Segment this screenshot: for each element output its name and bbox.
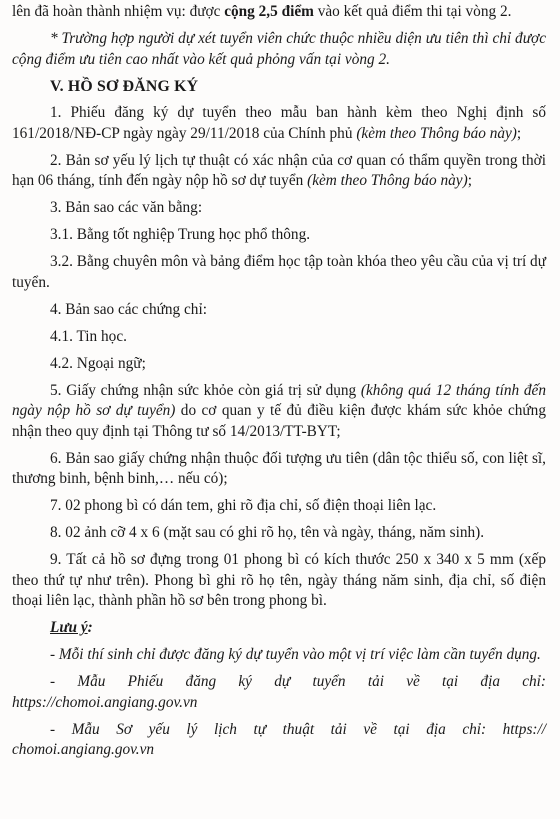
section-heading: V. HỒ SƠ ĐĂNG KÝ [50,77,199,95]
item-6: 6. Bản sao giấy chứng nhận thuộc đối tượng ưu tiên (dân tộc thiểu số, con liệt sĩ, thương binh, bệnh binh,… nếu có); [12,449,546,487]
item-4: 4. Bản sao các chứng chỉ: [50,300,207,318]
item-5: 5. Giấy chứng nhận sức khỏe còn giá trị sử dụng (không quá 12 tháng tính đến ngày nộp hồ sơ dự tuyển) do cơ quan y tế đủ điều kiện được khám sức khỏe chứng nhận theo quy định tại Thông tư số 14/2013/TT-BYT; [12,381,546,440]
item-4-2: 4.2. Ngoại ngữ; [50,354,146,372]
download-link-resume-form[interactable]: chomoi.angiang.gov.vn [12,741,155,758]
note-heading: Lưu ý: [50,619,93,636]
item-2: 2. Bản sơ yếu lý lịch tự thuật có xác nhận của cơ quan có thẩm quyền trong thời hạn 06 tháng, tính đến ngày nộp hồ sơ dự tuyển (kèm theo Thông báo này); [12,151,546,189]
item-8: 8. 02 ảnh cỡ 4 x 6 (mặt sau có ghi rõ họ, tên và ngày, tháng, năm sinh). [50,524,485,541]
download-link-registration-form[interactable]: https://chomoi.angiang.gov.vn [12,693,198,711]
note-title: Lưu ý [50,619,88,636]
bonus-points-text: cộng 2,5 điểm [224,3,314,20]
item-9: 9. Tất cả hồ sơ đựng trong 01 phong bì có kích thước 250 x 340 x 5 mm (xếp theo thứ tự như trên). Phong bì ghi rõ họ tên, ngày tháng năm sinh, địa chỉ, số điện thoại liên lạc, thành phần hồ sơ bên trong phong bì. [12,551,546,609]
note-2: - Mẫu Phiếu đăng ký dự tuyển tải về tại địa chỉ: https://chomoi.angiang.gov.vn [12,672,546,713]
paragraph-bonus-points: lên đã hoàn thành nhiệm vụ: được cộng 2,5 điểm vào kết quả điểm thi tại vòng 2. [12,3,512,20]
paragraph-priority-note: * Trường hợp người dự xét tuyển viên chức thuộc nhiều diện ưu tiên thì chỉ được cộng điểm ưu tiên cao nhất vào kết quả phỏng vấn tại vòng 2. [12,30,546,68]
item-3: 3. Bản sao các văn bằng: [50,199,203,216]
item-4-1: 4.1. Tin học. [50,327,127,345]
item-1: 1. Phiếu đăng ký dự tuyển theo mẫu ban hành kèm theo Nghị định số 161/2018/NĐ-CP ngày ngày 29/11/2018 của Chính phủ (kèm theo Thông báo này); [12,104,546,142]
note-3: - Mẫu Sơ yếu lý lịch tự thuật tải về tại địa chỉ: https:// chomoi.angiang.gov.vn [12,720,546,761]
note-1: - Mỗi thí sinh chỉ được đăng ký dự tuyển vào một vị trí việc làm cần tuyển dụng. [50,646,541,663]
item-7: 7. 02 phong bì có dán tem, ghi rõ địa chỉ, số điện thoại liên lạc. [50,497,437,514]
item-3-1: 3.1. Bằng tốt nghiệp Trung học phổ thông. [50,226,311,243]
item-3-2: 3.2. Bằng chuyên môn và bảng điểm học tập toàn khóa theo yêu cầu của vị trí dự tuyển. [12,253,546,291]
